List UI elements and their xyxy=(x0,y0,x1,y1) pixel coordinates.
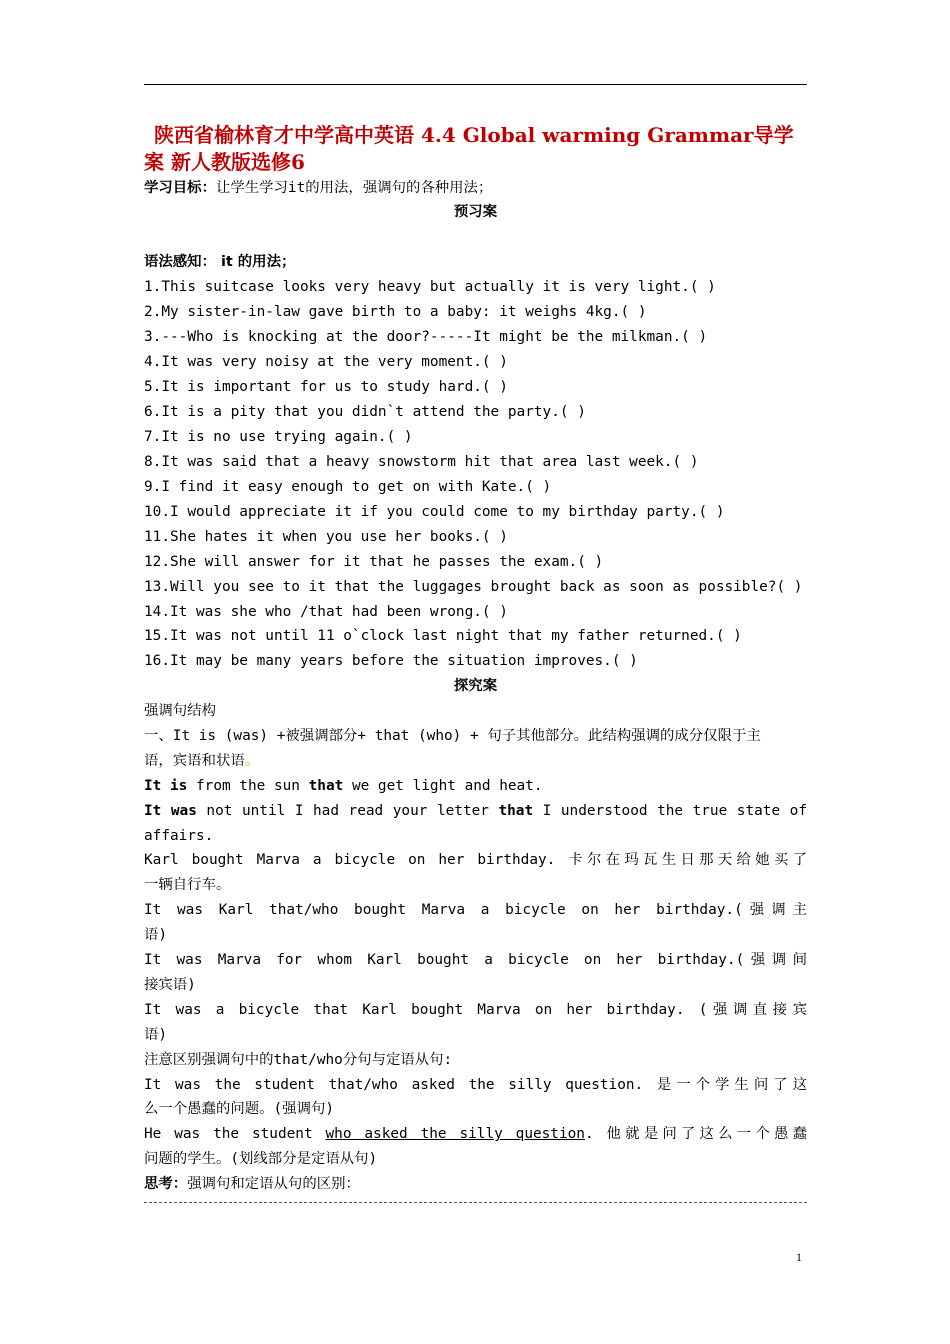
example-sun-middle: from the sun xyxy=(187,778,309,794)
exercise-item: 9.I find it easy enough to get on with Kate.( ) xyxy=(144,479,552,495)
think-text: 强调句和定语从句的区别： xyxy=(187,1176,360,1192)
learning-objective xyxy=(144,179,807,197)
exercise-item: 12.She will answer for it that he passes the exam.( ) xyxy=(144,554,604,570)
exercise-item: 4.It was very noisy at the very moment.( ) xyxy=(144,354,508,370)
exercise-item: 1.This suitcase looks very heavy but actually it is very light.( ) xyxy=(144,279,716,295)
student-emphasis-line-1: It was the student that/who asked the silly question. 是一个学生问了这 xyxy=(144,1077,807,1093)
grammar-intro: 语法感知： it 的用法； xyxy=(144,254,296,270)
exercise-item: 13.Will you see to it that the luggages brought back as soon as possible?( ) xyxy=(144,579,803,595)
page-number: 1 xyxy=(796,1250,802,1264)
document-title xyxy=(144,122,809,176)
exercise-item: 11.She hates it when you use her books.( ) xyxy=(144,529,508,545)
exercise-item: 14.It was she who /that had been wrong.( ) xyxy=(144,604,508,620)
example-letter-rest: I understood the true state of xyxy=(533,803,807,819)
preview-heading: 预习案 xyxy=(453,204,498,220)
think-label: 思考： xyxy=(144,1176,188,1192)
karl-subject-line-2: 语) xyxy=(144,927,168,943)
karl-sentence-line-1: Karl bought Marva a bicycle on her birthday. 卡尔在玛瓦生日那天给她买了 xyxy=(144,852,807,868)
example-sun xyxy=(144,777,807,795)
rule-mark: 。 xyxy=(244,753,260,769)
objective-label: 学习目标： xyxy=(144,180,216,196)
example-letter-it-was: It was xyxy=(144,803,197,819)
structure-heading: 强调句结构 xyxy=(144,703,216,719)
exercise-item: 5.It is important for us to study hard.( ) xyxy=(144,379,508,395)
karl-direct-line-2: 语) xyxy=(144,1027,168,1043)
rule-line-2 xyxy=(144,752,807,770)
karl-subject-line-1: It was Karl that/who bought Marva a bicycle on her birthday.(强调主 xyxy=(144,902,807,918)
student-relative-suffix: . 他就是问了这么一个愚蠢 xyxy=(584,1126,807,1142)
exercise-item: 2.My sister-in-law gave birth to a baby: it weighs 4kg.( ) xyxy=(144,304,647,320)
exercise-item: 15.It was not until 11 o`clock last night that my father returned.( ) xyxy=(144,628,742,644)
exercise-item: 3.---Who is knocking at the door?-----It might be the milkman.( ) xyxy=(144,329,708,345)
karl-indirect-line-2: 接宾语) xyxy=(144,977,196,993)
answer-dashed-line xyxy=(144,1202,807,1203)
student-relative-line-1 xyxy=(144,1125,807,1143)
student-emphasis-line-2: 么一个愚蠢的问题。(强调句) xyxy=(144,1101,335,1117)
title-line-2: 案 新人教版选修6 xyxy=(144,150,305,174)
example-letter-line-1 xyxy=(144,802,807,820)
rule-line-2-text: 语，宾语和状语 xyxy=(144,753,245,769)
explore-heading: 探究案 xyxy=(453,678,498,694)
example-letter-that: that xyxy=(498,803,534,819)
header-rule xyxy=(144,84,807,85)
example-sun-it-is: It is xyxy=(144,778,188,794)
example-letter-line-2: affairs. xyxy=(144,828,214,844)
karl-sentence-line-2: 一辆自行车。 xyxy=(144,877,231,893)
exercise-item: 6.It is a pity that you didn`t attend the party.( ) xyxy=(144,404,586,420)
student-relative-prefix: He was the student xyxy=(144,1126,326,1142)
student-relative-clause: who asked the silly question xyxy=(325,1126,585,1142)
example-letter-middle: not until I had read your letter xyxy=(196,803,499,819)
example-sun-that: that xyxy=(308,778,344,794)
think-line xyxy=(144,1175,807,1193)
title-line-1: 陕西省榆林育才中学高中英语 4.4 Global warming Grammar导学 xyxy=(154,123,794,147)
student-relative-line-2: 问题的学生。(划线部分是定语从句) xyxy=(144,1151,378,1167)
exercise-item: 10.I would appreciate it if you could come to my birthday party.( ) xyxy=(144,504,725,520)
karl-indirect-line-1: It was Marva for whom Karl bought a bicycle on her birthday.(强调间 xyxy=(144,952,807,968)
karl-direct-line-1: It was a bicycle that Karl bought Marva on her birthday. (强调直接宾 xyxy=(144,1002,807,1018)
exercise-item: 7.It is no use trying again.( ) xyxy=(144,429,413,445)
objective-text: 让学生学习it的用法，强调句的各种用法； xyxy=(215,180,493,196)
exercise-item: 16.It may be many years before the situation improves.( ) xyxy=(144,653,638,669)
exercise-item: 8.It was said that a heavy snowstorm hit that area last week.( ) xyxy=(144,454,699,470)
note-line: 注意区别强调句中的that/who分句与定语从句: xyxy=(144,1052,453,1068)
rule-line-1: 一、It is (was) +被强调部分+ that (who) + 句子其他部分。此结构强调的成分仅限于主 xyxy=(144,728,761,744)
example-sun-rest: we get light and heat. xyxy=(343,778,543,794)
